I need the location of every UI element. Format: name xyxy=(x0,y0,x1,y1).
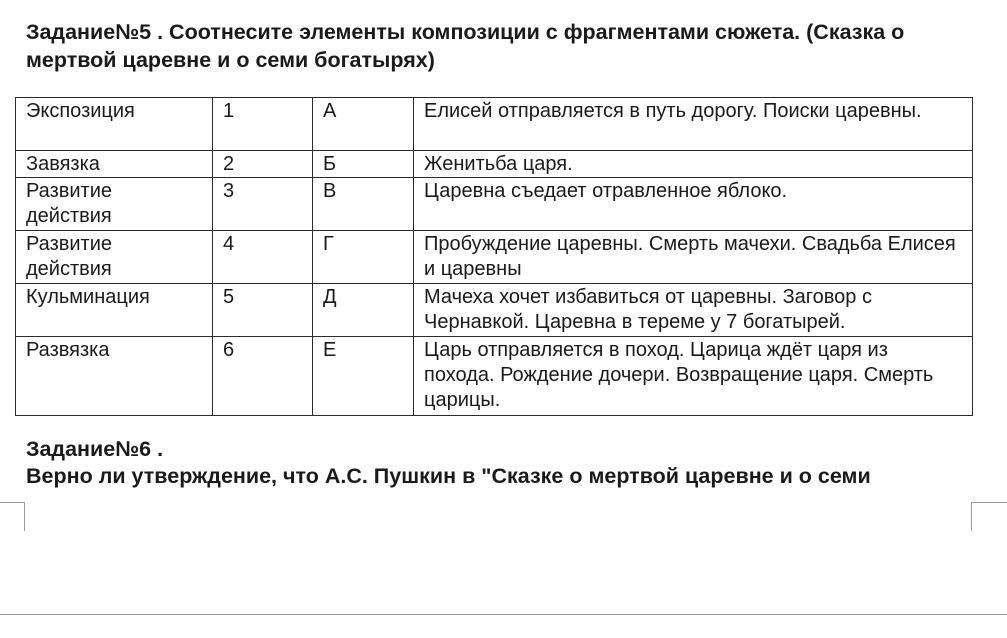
table-row xyxy=(16,178,973,231)
composition-element-cell: Завязка xyxy=(16,151,213,178)
number-cell: 6 xyxy=(213,337,313,416)
table-row xyxy=(16,231,973,284)
composition-element-cell: Развитие действия xyxy=(16,231,213,284)
plot-fragment-cell: Женитьба царя. xyxy=(414,151,973,178)
number-cell: 5 xyxy=(213,284,313,337)
table-row xyxy=(16,98,973,151)
page-corner-mark-left xyxy=(0,502,25,531)
composition-element-cell: Развитие действия xyxy=(16,178,213,231)
letter-cell: Б xyxy=(313,151,414,178)
plot-fragment-cell: Мачеха хочет избавиться от царевны. Заговор с Чернавкой. Царевна в тереме у 7 богатырей. xyxy=(414,284,973,337)
letter-cell: В xyxy=(313,178,414,231)
letter-cell: А xyxy=(313,98,414,151)
number-cell: 1 xyxy=(213,98,313,151)
plot-fragment-cell: Царь отправляется в поход. Царица ждёт царя из похода. Рождение дочери. Возвращение царя. Смерть царицы. xyxy=(414,337,973,416)
page-corner-mark-right xyxy=(971,502,1007,531)
number-cell: 2 xyxy=(213,151,313,178)
matching-table xyxy=(15,97,973,416)
composition-element-cell: Развязка xyxy=(16,337,213,416)
task6-title: Задание№6 . xyxy=(26,437,164,461)
plot-fragment-cell: Царевна съедает отравленное яблоко. xyxy=(414,178,973,231)
table-row xyxy=(16,284,973,337)
number-cell: 3 xyxy=(213,178,313,231)
letter-cell: Е xyxy=(313,337,414,416)
composition-element-cell: Кульминация xyxy=(16,284,213,337)
page-edge-divider xyxy=(0,614,1007,615)
table-row xyxy=(16,337,973,416)
task6-question: Верно ли утверждение, что А.С. Пушкин в "Сказке о мертвой царевне и о семи xyxy=(26,464,871,488)
plot-fragment-cell: Елисей отправляется в путь дорогу. Поиски царевны. xyxy=(414,98,973,151)
task5-title: Задание№5 . Соотнесите элементы композиции с фрагментами сюжета. (Сказка о мертвой царевне и о семи богатырях) xyxy=(26,20,905,72)
number-cell: 4 xyxy=(213,231,313,284)
letter-cell: Д xyxy=(313,284,414,337)
composition-element-cell: Экспозиция xyxy=(16,98,213,151)
plot-fragment-cell: Пробуждение царевны. Смерть мачехи. Свадьба Елисея и царевны xyxy=(414,231,973,284)
table-row xyxy=(16,151,973,178)
letter-cell: Г xyxy=(313,231,414,284)
